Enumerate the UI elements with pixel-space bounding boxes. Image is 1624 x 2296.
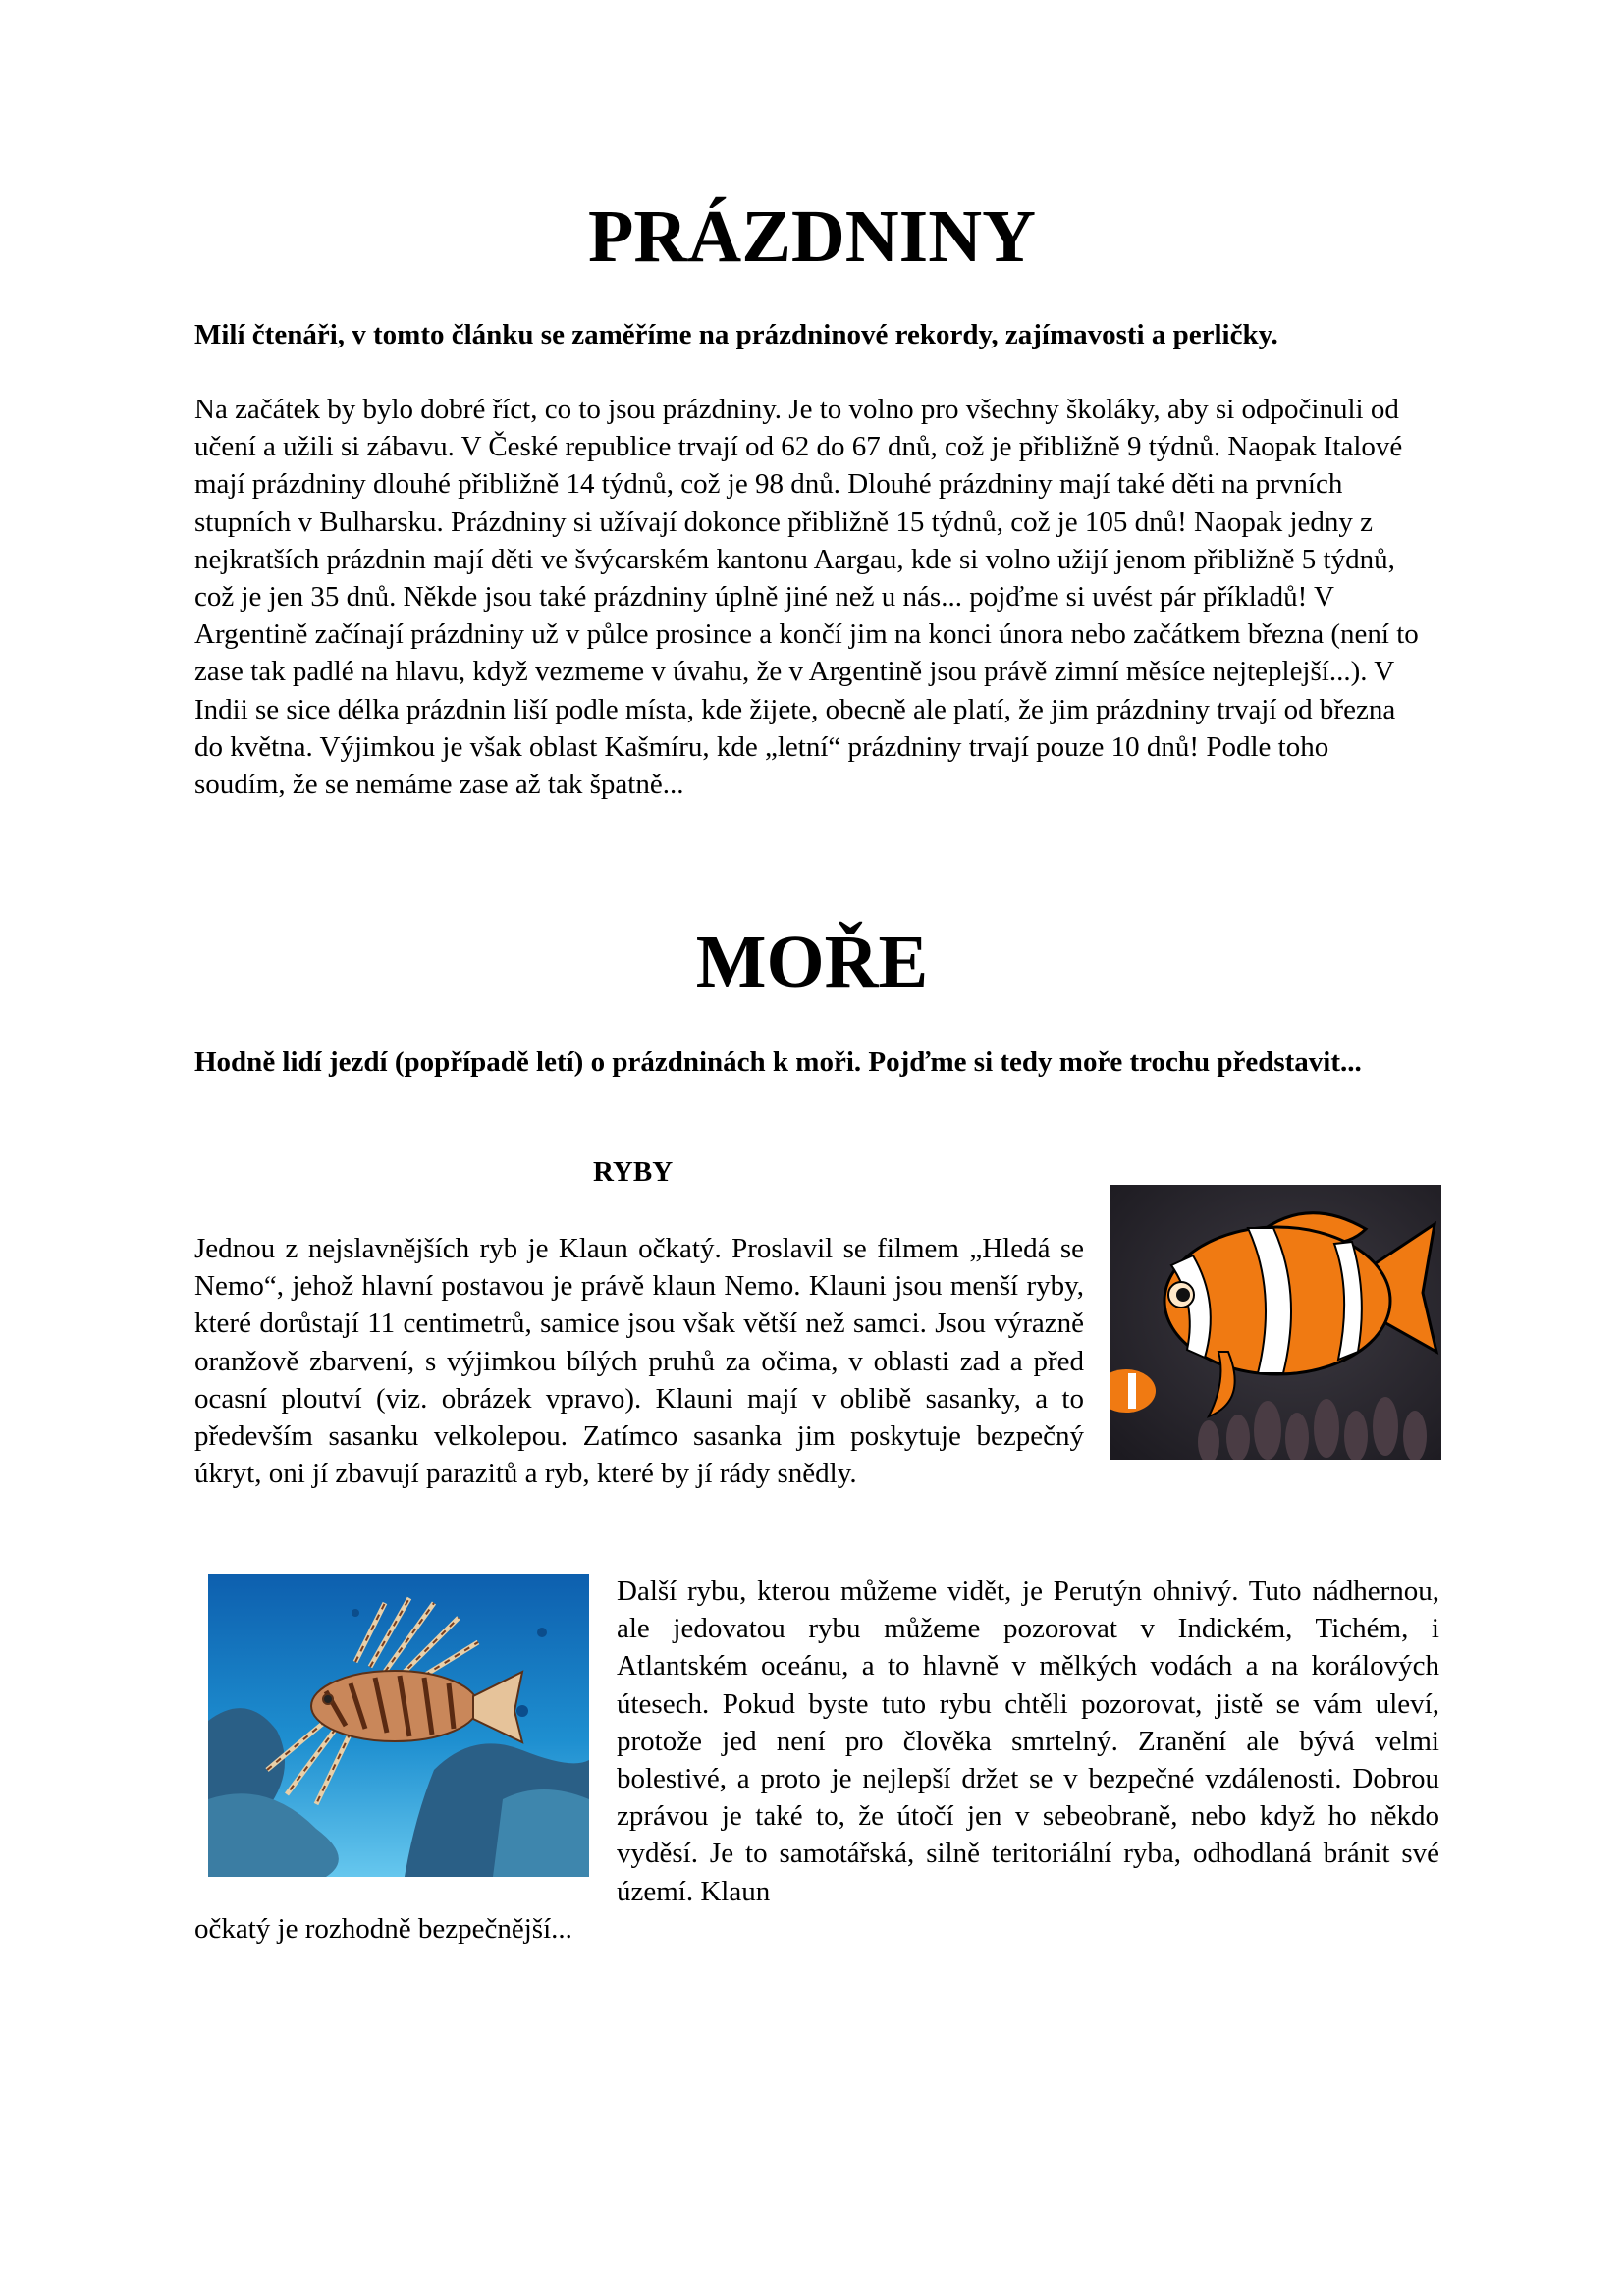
subheading-ryby: RYBY xyxy=(593,1156,674,1188)
section-title-more: MOŘE xyxy=(695,921,929,1003)
lionfish-paragraph: Další rybu, kterou můžeme vidět, je Perutýn ohnivý. Tuto nádhernou, ale jedovatou rybu můžeme pozorovat v Indickém, Tichém, i Atlantském oceánu, a to hlavně v mělkých vodách a na korálových útesech. Pokud byste tuto rybu chtěli pozorovat, jistě se vám uleví, protože jed není pro člověka smrtelný. Zranění ale bývá velmi bolestivé, a proto je nejlepší držet se v bezpečné vzdálenosti. Dobrou zprávou je také to, že útočí jen v sebeobraně, nebo když ho někdo vyděsí. Je to samotářská, silně teritoriální ryba, odhodlaná bránit své území. Klaun xyxy=(617,1575,1439,1907)
section-lead-more: Hodně lidí jezdí (popřípadě letí) o prázdninách k moři. Pojďme si tedy moře trochu představit... xyxy=(194,1046,1362,1078)
clownfish-paragraph: Jednou z nejslavnějších ryb je Klaun očkatý. Proslavil se filmem „Hledá se Nemo“, jehož hlavní postavou je právě klaun Nemo. Klauni jsou menší ryby, které dorůstají 11 centimetrů, samice jsou však větší než samci. Jsou výrazně oranžově zbarvení, s výjimkou bílých pruhů za očima, v oblasti zad a před ocasní ploutví (viz. obrázek vpravo). Klauni mají v oblibě sasanky, a to především sasanku velkolepou. Zatímco sasanka jim poskytuje bezpečný úkryt, oni jí zbavují parazitů a ryb, které by jí rády snědly. xyxy=(194,1233,1084,1490)
section-lead-prazdniny: Milí čtenáři, v tomto článku se zaměříme na prázdninové rekordy, zajímavosti a perličky. xyxy=(194,319,1278,350)
clownfish-photo xyxy=(1110,1185,1441,1460)
article-body-prazdniny: Na začátek by bylo dobré říct, co to jsou prázdniny. Je to volno pro všechny školáky, aby si odpočinuli od učení a užili si zábavu. V České republice trvají od 62 do 67 dnů, což je přibližně 9 týdnů. Naopak Italové mají prázdniny dlouhé přibližně 14 týdnů, což je 98 dnů. Dlouhé prázdniny mají také děti na prvních stupních v Bulharsku. Prázdniny si užívají dokonce přibližně 15 týdnů, což je 105 dnů! Naopak jedny z nejkratších prázdnin mají děti ve švýcarském kantonu Aargau, kde si volno užijí jenom přibližně 5 týdnů, což je jen 35 dnů. Někde jsou také prázdniny úplně jiné než u nás... pojďme si uvést pár příkladů! V Argentině začínají prázdniny už v půlce prosince a končí jim na konci února nebo začátkem března (není to zase tak padlé na hlavu, když vezmeme v úvahu, že v Argentině jsou právě zimní měsíce nejteplejší...). V Indii se sice délka prázdnin liší podle místa, kde žijete, obecně ale platí, že jim prázdniny trvají od března do května. Výjimkou je však oblast Kašmíru, kde „letní“ prázdniny trvají pouze 10 dnů! Podle toho soudím, že se nemáme zase až tak špatně... xyxy=(194,394,1419,801)
lionfish-photo xyxy=(208,1574,589,1877)
lionfish-paragraph-tail: očkatý je rozhodně bezpečnější... xyxy=(194,1913,572,1945)
section-title-prazdniny: PRÁZDNINY xyxy=(588,195,1036,278)
